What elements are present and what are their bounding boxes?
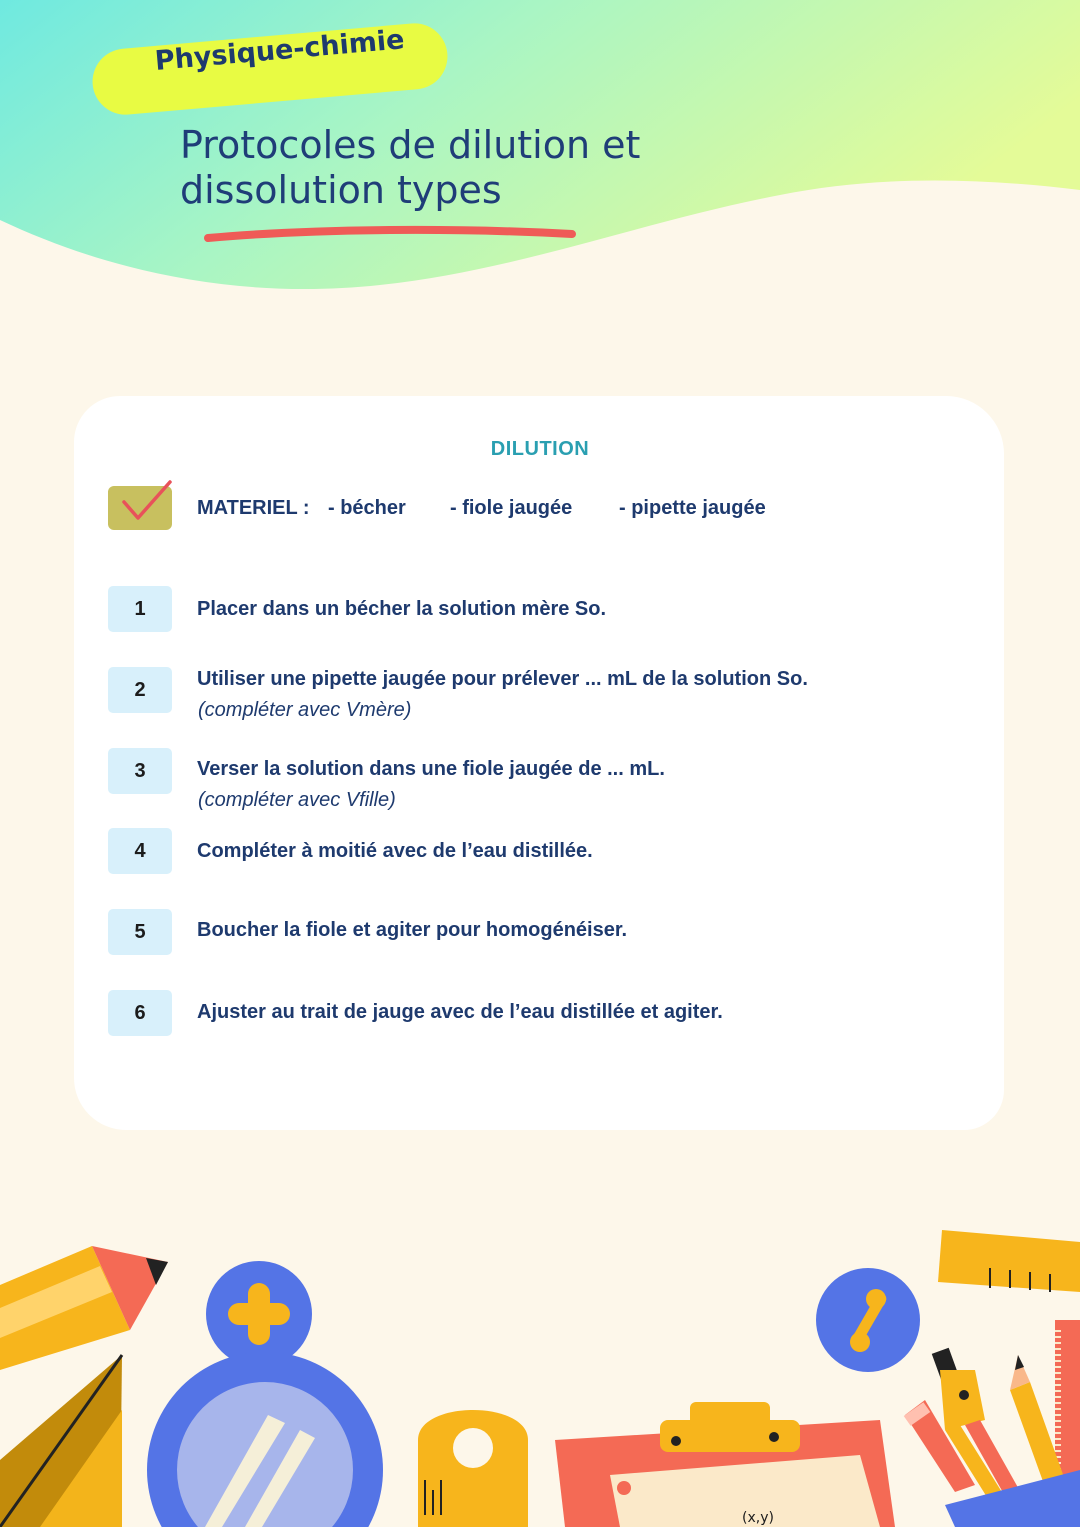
step-text-6: Ajuster au trait de jauge avec de l’eau distillée et agiter. [197,1001,723,1023]
step-text-1: Placer dans un bécher la solution mère So. [197,598,607,620]
materiel-label: MATERIEL : [197,497,310,519]
step-number-6: 6 [108,990,172,1036]
step-number-2: 2 [108,667,172,713]
clipboard-text: (x,y) [742,1510,774,1526]
page-title: Protocoles de dilution et dissolution types [180,123,641,212]
ruler-top-icon [938,1230,1080,1292]
set-square-icon [0,1355,122,1527]
step-number-1: 1 [108,586,172,632]
clipboard-icon [555,1402,895,1527]
materiel-item-fiole: - fiole jaugée [450,497,573,519]
magnifier-icon [147,1352,383,1527]
materiel-item-becher: - bécher [328,497,406,519]
step-number-3: 3 [108,748,172,794]
step-number-5: 5 [108,909,172,955]
title-underline [200,222,580,246]
plus-icon [206,1261,312,1367]
materiel-item-pipette: - pipette jaugée [619,497,766,519]
step-text-5: Boucher la fiole et agiter pour homogénéiser. [197,919,628,941]
checkmark-icon [116,476,176,528]
subject-label: Physique-chimie [153,24,406,77]
pencil-icon [0,1246,168,1370]
step-note-2: (compléter avec Vmère) [198,699,412,721]
step-text-2: Utiliser une pipette jaugée pour prélever ... mL de la solution So. [197,668,808,690]
card-heading: DILUTION [490,438,590,460]
step-text-3: Verser la solution dans une fiole jaugée de ... mL. [197,758,665,780]
percent-icon [816,1268,920,1372]
ruler-icon [418,1410,528,1527]
step-note-3: (compléter avec Vfille) [198,789,396,811]
stationery-illustration [0,1230,1080,1527]
step-number-4: 4 [108,828,172,874]
step-text-4: Compléter à moitié avec de l’eau distillée. [197,840,593,862]
